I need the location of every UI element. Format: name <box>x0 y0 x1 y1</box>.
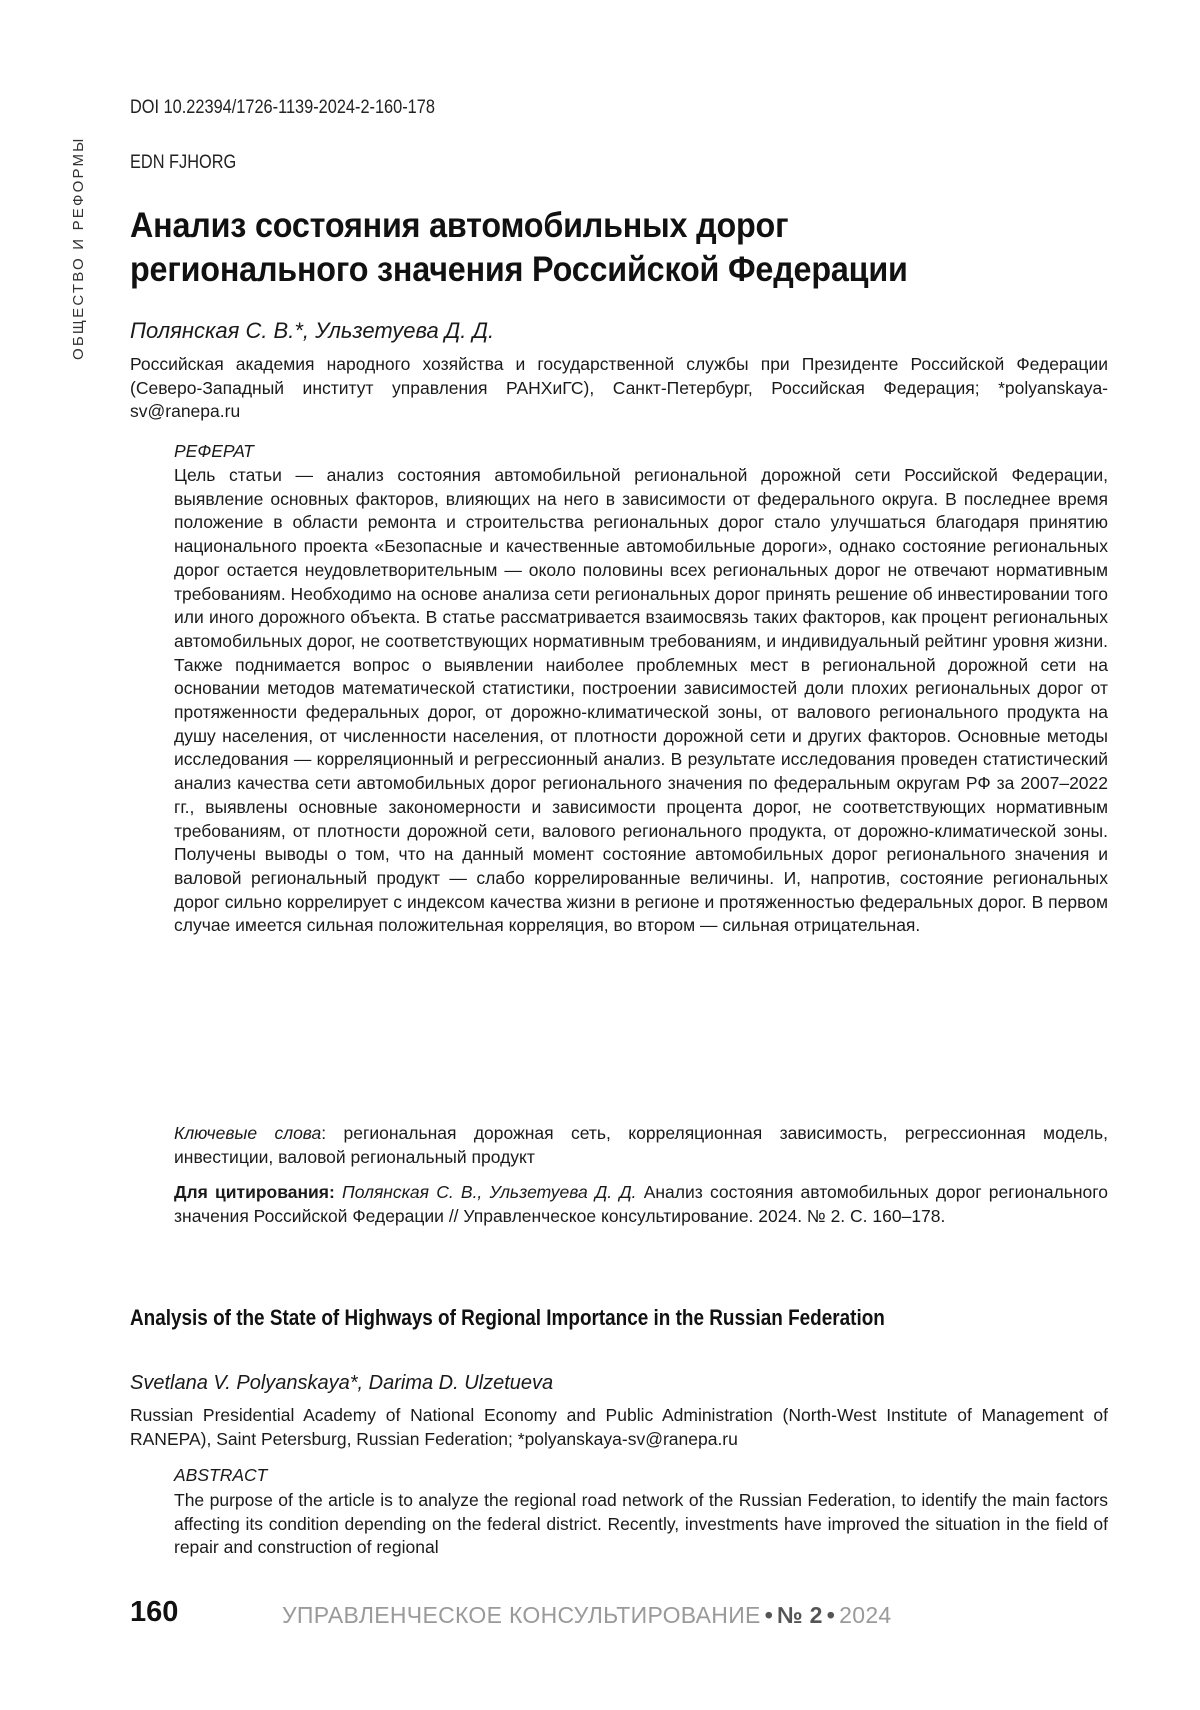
journal-page <box>0 0 1200 1710</box>
journal-name: УПРАВЛЕНЧЕСКОЕ КОНСУЛЬТИРОВАНИЕ <box>282 1602 761 1628</box>
keywords-label: Ключевые слова <box>174 1123 321 1143</box>
issue-year: 2024 <box>839 1602 891 1628</box>
separator-dot-2: • <box>823 1602 839 1628</box>
citation-label: Для цитирования: <box>174 1182 335 1202</box>
keywords-ru <box>174 1122 1108 1169</box>
journal-running-title <box>282 1602 892 1629</box>
citation-text: Анализ состояния автомобильных дорог регионального значения Российской Федерации // Управленческое консультирование. 2024. № 2. С. 160–178. <box>174 1182 1108 1226</box>
authors-en: Svetlana V. Polyanskaya*, Darima D. Ulzetueva <box>130 1372 553 1395</box>
abstract-heading-ru: РЕФЕРАТ <box>174 441 254 462</box>
title-line-2: регионального значения Российской Федерации <box>130 249 908 289</box>
abstract-en: The purpose of the article is to analyze the regional road network of the Russian Federation, to identify the main factors affecting its condition depending on the federal district. Recently, investments have improved the situation in the field of repair and construction of regional <box>174 1489 1108 1560</box>
authors-ru: Полянская С. В.*, Ульзетуева Д. Д. <box>130 318 494 344</box>
doi: DOI 10.22394/1726-1139-2024-2-160-178 <box>130 97 435 119</box>
abstract-ru: Цель статьи — анализ состояния автомобильной региональной дорожной сети Российской Федерации, выявление основных факторов, влияющих на него в зависимости от федерального округа. В последнее время положение в области ремонта и строительства региональных дорог стало улучшаться благодаря принятию национального проекта «Безопасные и качественные автомобильные дороги», однако состояние региональных дорог остается неудовлетворительным — около половины всех региональных дорог не отвечают нормативным требованиям. Необходимо на основе анализа сети региональных дорог принять решение об инвестировании того или иного дорожного объекта. В статье рассматривается взаимосвязь таких факторов, как процент региональных автомобильных дорог, не соответствующих нормативным требованиям, и индивидуальный рейтинг уровня жизни. Также поднимается вопрос о выявлении наиболее проблемных мест в региональной дорожной сети на основании методов математической статистики, построении зависимостей доли плохих региональных дорог от протяженности федеральных дорог, от дорожно-климатической зоны, от валового регионального продукта на душу населения, от численности населения, от плотности дорожной сети и других факторов. Основные методы исследования — корреляционный и регрессионный анализ. В результате исследования проведен статистический анализ качества сети автомобильных дорог регионального значения по федеральным округам РФ за 2007–2022 гг., выявлены основные закономерности и зависимости процента дорог, не соответствующих нормативным требованиям, от плотности дорожной сети, валового регионального продукта, от дорожно-климатической зоны. Получены выводы о том, что на данный момент состояние автомобильных дорог регионального значения и валовой региональный продукт — слабо коррелированные величины. И, напротив, состояние региональных дорог сильно коррелирует с индексом качества жизни в регионе и протяженностью федеральных дорог. В первом случае имеется сильная положительная корреляция, во втором — сильная отрицательная. <box>174 464 1108 938</box>
page-footer <box>130 1596 1130 1636</box>
affiliation-en: Russian Presidential Academy of National Economy and Public Administration (North-West Institute of Management of RANEPA), Saint Petersburg, Russian Federation; *polyanskaya-sv@ranepa.ru <box>130 1404 1108 1451</box>
section-side-label: ОБЩЕСТВО И РЕФОРМЫ <box>70 136 87 360</box>
keywords-text: : региональная дорожная сеть, корреляционная зависимость, регрессионная модель, инвестиции, валовой региональный продукт <box>174 1123 1108 1167</box>
citation-ru <box>174 1181 1108 1228</box>
page-number: 160 <box>130 1596 178 1629</box>
citation-authors: Полянская С. В., Ульзетуева Д. Д. <box>342 1182 636 1202</box>
separator-dot: • <box>761 1602 777 1628</box>
article-title-ru <box>130 203 1040 291</box>
issue-number: № 2 <box>777 1602 823 1628</box>
affiliation-ru <box>130 353 1108 424</box>
abstract-heading-en: ABSTRACT <box>174 1465 267 1486</box>
article-title-en: Analysis of the State of Highways of Regional Importance in the Russian Federation <box>130 1305 885 1331</box>
edn: EDN FJHORG <box>130 152 236 174</box>
affiliation-ru-text: Российская академия народного хозяйства и государственной службы при Президенте Российской Федерации (Северо-Западный институт управления РАНХиГС), Санкт-Петербург, Российская Федерация; *polyanskaya-sv@ranepa.ru <box>130 353 1108 424</box>
title-line-1: Анализ состояния автомобильных дорог <box>130 205 788 245</box>
